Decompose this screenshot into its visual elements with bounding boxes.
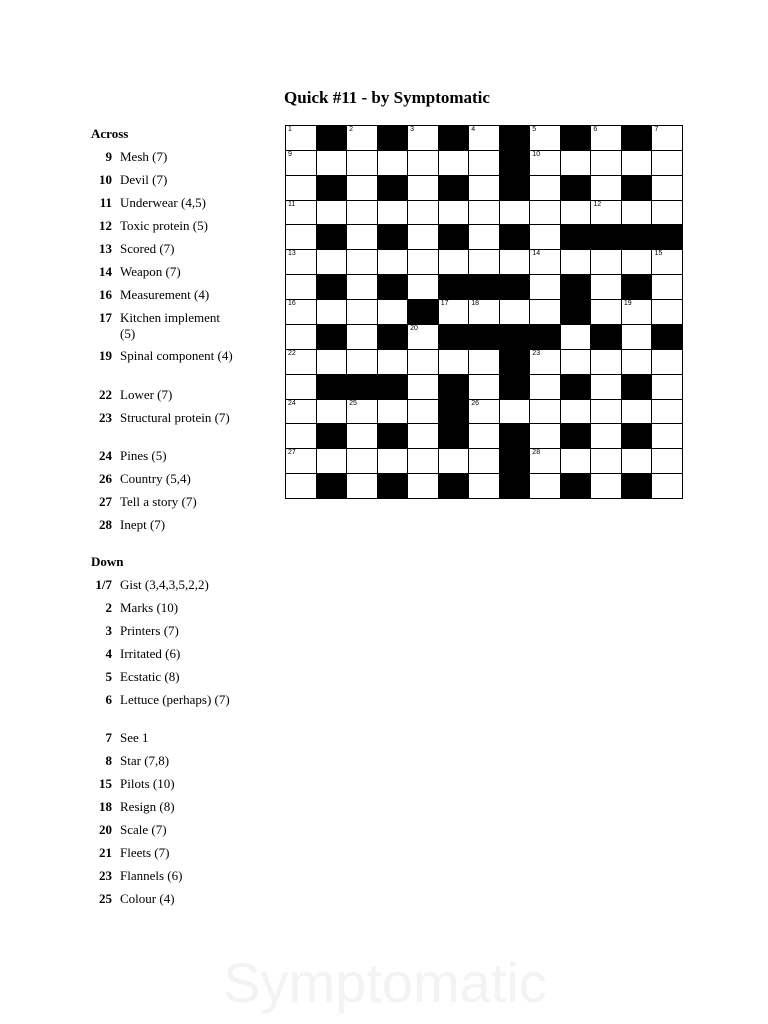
grid-cell[interactable]	[529, 448, 561, 474]
grid-cell[interactable]	[590, 274, 622, 300]
grid-cell[interactable]	[529, 299, 561, 325]
grid-block	[590, 324, 622, 350]
grid-cell[interactable]	[407, 224, 439, 250]
cell-number: 16	[288, 300, 296, 308]
clue-number: 19	[99, 348, 112, 363]
grid-cell[interactable]	[407, 423, 439, 449]
clue-number: 9	[105, 149, 112, 164]
grid-cell[interactable]	[285, 125, 317, 151]
across-heading: Across	[91, 126, 129, 141]
grid-cell[interactable]	[651, 249, 683, 275]
grid-cell[interactable]	[438, 200, 470, 226]
grid-cell[interactable]	[438, 299, 470, 325]
grid-cell[interactable]	[529, 175, 561, 201]
grid-block	[621, 175, 653, 201]
grid-cell[interactable]	[407, 200, 439, 226]
grid-block	[377, 175, 409, 201]
grid-cell[interactable]	[499, 249, 531, 275]
clue-text: Structural protein (7)	[120, 410, 230, 425]
clue-number: 4	[105, 646, 112, 661]
clue-number: 16	[99, 287, 112, 302]
grid-cell[interactable]	[590, 374, 622, 400]
cell-number: 14	[532, 250, 541, 258]
grid-cell[interactable]	[651, 150, 683, 176]
grid-cell[interactable]	[590, 249, 622, 275]
grid-block	[499, 150, 531, 176]
grid-cell[interactable]	[377, 150, 409, 176]
cell-number: 11	[288, 200, 296, 208]
grid-cell[interactable]	[651, 473, 683, 499]
clue-number: 24	[99, 448, 112, 463]
clue-number: 11	[99, 195, 112, 210]
grid-cell[interactable]	[529, 125, 561, 151]
grid-block	[651, 224, 683, 250]
cell-number: 28	[532, 449, 541, 457]
grid-cell[interactable]	[590, 125, 622, 151]
grid-cell[interactable]	[621, 448, 653, 474]
clue-number: 23	[99, 410, 112, 425]
clue-text: Colour (4)	[120, 891, 175, 906]
cell-number: 6	[593, 126, 598, 133]
clue-number: 25	[99, 891, 112, 906]
clue-text: Devil (7)	[120, 172, 168, 187]
grid-cell[interactable]	[560, 200, 592, 226]
grid-block	[438, 423, 470, 449]
cell-number: 10	[532, 150, 541, 158]
grid-cell[interactable]	[499, 200, 531, 226]
grid-cell[interactable]	[346, 448, 378, 474]
clue-number: 12	[99, 218, 112, 233]
grid-cell[interactable]	[316, 349, 348, 375]
clue-text: Spinal component (4)	[120, 348, 233, 363]
grid-cell[interactable]	[590, 448, 622, 474]
grid-cell[interactable]	[285, 349, 317, 375]
grid-cell[interactable]	[438, 349, 470, 375]
grid-cell[interactable]	[285, 423, 317, 449]
cell-number: 5	[532, 126, 537, 133]
grid-block	[377, 324, 409, 350]
clue-number: 13	[99, 241, 112, 256]
grid-cell[interactable]	[285, 175, 317, 201]
clue-number: 27	[99, 494, 112, 509]
grid-cell[interactable]	[407, 125, 439, 151]
grid-cell[interactable]	[651, 448, 683, 474]
grid-cell[interactable]	[468, 399, 500, 425]
grid-cell[interactable]	[560, 399, 592, 425]
clue-number: 23	[99, 868, 112, 883]
grid-cell[interactable]	[316, 249, 348, 275]
grid-cell[interactable]	[590, 175, 622, 201]
grid-cell[interactable]	[529, 224, 561, 250]
grid-block	[438, 399, 470, 425]
clue-text: Inept (7)	[120, 517, 166, 532]
grid-cell[interactable]	[346, 299, 378, 325]
grid-block	[529, 324, 561, 350]
grid-block	[438, 473, 470, 499]
clue-text: Ecstatic (8)	[120, 669, 180, 684]
grid-cell[interactable]	[621, 349, 653, 375]
clue-number: 26	[99, 471, 112, 486]
grid-cell[interactable]	[529, 374, 561, 400]
grid-cell[interactable]	[468, 150, 500, 176]
grid-cell[interactable]	[285, 399, 317, 425]
grid-cell[interactable]	[651, 423, 683, 449]
clue-text: Fleets (7)	[120, 845, 170, 860]
grid-block	[499, 274, 531, 300]
grid-block	[499, 423, 531, 449]
grid-cell[interactable]	[285, 374, 317, 400]
grid-cell[interactable]	[468, 423, 500, 449]
grid-cell[interactable]	[529, 150, 561, 176]
grid-block	[438, 324, 470, 350]
grid-cell[interactable]	[621, 150, 653, 176]
grid-cell[interactable]	[346, 224, 378, 250]
cell-number: 20	[410, 324, 418, 332]
grid-block	[438, 175, 470, 201]
grid-cell[interactable]	[346, 125, 378, 151]
grid-cell[interactable]	[529, 399, 561, 425]
clue-text: Lower (7)	[120, 387, 173, 402]
grid-cell[interactable]	[560, 448, 592, 474]
clue-text: Lettuce (perhaps) (7)	[120, 692, 230, 707]
grid-cell[interactable]	[560, 150, 592, 176]
grid-block	[560, 423, 592, 449]
grid-cell[interactable]	[590, 473, 622, 499]
grid-block	[316, 274, 348, 300]
cell-number: 27	[288, 449, 296, 457]
grid-cell[interactable]	[285, 299, 317, 325]
grid-block	[560, 473, 592, 499]
cell-number: 23	[532, 349, 541, 357]
grid-cell[interactable]	[377, 349, 409, 375]
grid-block	[499, 473, 531, 499]
grid-block	[407, 299, 439, 325]
cell-number: 26	[471, 399, 480, 407]
grid-cell[interactable]	[346, 175, 378, 201]
grid-cell[interactable]	[377, 448, 409, 474]
cell-number: 1	[288, 126, 292, 133]
clue-text: See 1	[120, 730, 149, 745]
grid-block	[316, 175, 348, 201]
cell-number: 25	[349, 399, 357, 407]
grid-cell[interactable]	[468, 224, 500, 250]
grid-cell[interactable]	[590, 200, 622, 226]
grid-block	[621, 473, 653, 499]
grid-cell[interactable]	[560, 249, 592, 275]
grid-block	[621, 224, 653, 250]
grid-block	[377, 423, 409, 449]
grid-block	[651, 324, 683, 350]
grid-cell[interactable]	[468, 125, 500, 151]
grid-cell[interactable]	[407, 448, 439, 474]
grid-cell[interactable]	[529, 349, 561, 375]
grid-block	[468, 324, 500, 350]
clue-number: 2	[105, 600, 112, 615]
grid-block	[316, 224, 348, 250]
grid-block	[621, 125, 653, 151]
grid-block	[560, 175, 592, 201]
grid-block	[590, 224, 622, 250]
grid-block	[316, 324, 348, 350]
grid-cell[interactable]	[590, 349, 622, 375]
clue-number: 8	[105, 753, 112, 768]
grid-cell[interactable]	[346, 423, 378, 449]
grid-cell[interactable]	[468, 175, 500, 201]
grid-block	[499, 374, 531, 400]
grid-block	[377, 473, 409, 499]
grid-cell[interactable]	[529, 473, 561, 499]
grid-block	[560, 374, 592, 400]
grid-block	[346, 374, 378, 400]
grid-cell[interactable]	[621, 299, 653, 325]
puzzle-title: Quick #11 - by Symptomatic	[284, 88, 490, 107]
cell-number: 18	[471, 300, 480, 308]
cell-number: 15	[654, 250, 663, 258]
watermark: Symptomatic	[223, 951, 547, 1014]
clue-number: 5	[105, 669, 112, 684]
grid-cell[interactable]	[590, 299, 622, 325]
grid-cell[interactable]	[468, 374, 500, 400]
grid-cell[interactable]	[560, 349, 592, 375]
grid-block	[438, 274, 470, 300]
grid-cell[interactable]	[407, 374, 439, 400]
grid-cell[interactable]	[407, 473, 439, 499]
clue-text: Country (5,4)	[120, 471, 191, 486]
clue-number: 15	[99, 776, 112, 791]
grid-cell[interactable]	[468, 448, 500, 474]
grid-cell[interactable]	[285, 473, 317, 499]
clue-text: Toxic protein (5)	[120, 218, 208, 233]
clue-text: Gist (3,4,3,5,2,2)	[120, 577, 209, 592]
clue-text: Scored (7)	[120, 241, 175, 256]
grid-cell[interactable]	[621, 399, 653, 425]
grid-block	[560, 224, 592, 250]
grid-cell[interactable]	[621, 249, 653, 275]
clue-number: 22	[99, 387, 112, 402]
grid-cell[interactable]	[651, 200, 683, 226]
clue-text: Underwear (4,5)	[120, 195, 206, 210]
grid-block	[621, 274, 653, 300]
clue-text: Pilots (10)	[120, 776, 175, 791]
cell-number: 7	[654, 126, 659, 133]
grid-cell[interactable]	[529, 423, 561, 449]
grid-cell[interactable]	[529, 200, 561, 226]
grid-cell[interactable]	[590, 150, 622, 176]
grid-cell[interactable]	[651, 125, 683, 151]
grid-cell[interactable]	[468, 473, 500, 499]
grid-block	[316, 374, 348, 400]
cell-number: 9	[288, 150, 292, 158]
grid-block	[377, 374, 409, 400]
grid-cell[interactable]	[529, 249, 561, 275]
clue-number: 28	[99, 517, 112, 532]
grid-cell[interactable]	[651, 399, 683, 425]
clue-text: Tell a story (7)	[120, 494, 197, 509]
grid-block	[438, 224, 470, 250]
cell-number: 12	[593, 200, 602, 208]
grid-block	[499, 125, 531, 151]
clue-number: 14	[99, 264, 112, 279]
grid-cell[interactable]	[651, 274, 683, 300]
crossword-grid	[285, 125, 682, 498]
clue-text: Kitchen implement (5)	[120, 310, 221, 341]
clue-number: 6	[105, 692, 112, 707]
cell-number: 4	[471, 126, 476, 133]
grid-cell[interactable]	[651, 374, 683, 400]
grid-block	[377, 224, 409, 250]
grid-block	[377, 274, 409, 300]
grid-block	[377, 125, 409, 151]
grid-block	[499, 448, 531, 474]
grid-block	[468, 274, 500, 300]
clue-number: 20	[99, 822, 112, 837]
cell-number: 13	[288, 250, 296, 258]
grid-block	[499, 324, 531, 350]
grid-block	[438, 374, 470, 400]
cell-number: 22	[288, 349, 296, 357]
grid-block	[499, 349, 531, 375]
clue-text: Resign (8)	[120, 799, 175, 814]
grid-cell[interactable]	[651, 299, 683, 325]
grid-cell[interactable]	[407, 324, 439, 350]
clue-number: 17	[99, 310, 112, 325]
grid-cell[interactable]	[590, 399, 622, 425]
grid-cell[interactable]	[499, 399, 531, 425]
grid-cell[interactable]	[651, 175, 683, 201]
grid-cell[interactable]	[377, 249, 409, 275]
grid-cell[interactable]	[621, 200, 653, 226]
grid-cell[interactable]	[529, 274, 561, 300]
grid-cell[interactable]	[651, 349, 683, 375]
cell-number: 24	[288, 399, 296, 407]
grid-cell[interactable]	[316, 200, 348, 226]
clue-number: 7	[105, 730, 112, 745]
grid-cell[interactable]	[438, 448, 470, 474]
clue-number: 18	[99, 799, 112, 814]
clue-text: Weapon (7)	[120, 264, 181, 279]
grid-block	[499, 224, 531, 250]
grid-cell[interactable]	[346, 349, 378, 375]
clue-number: 21	[99, 845, 112, 860]
grid-cell[interactable]	[285, 324, 317, 350]
grid-cell[interactable]	[285, 249, 317, 275]
grid-cell[interactable]	[285, 224, 317, 250]
grid-cell[interactable]	[438, 150, 470, 176]
grid-block	[499, 175, 531, 201]
grid-block	[316, 423, 348, 449]
down-heading: Down	[91, 554, 124, 569]
cell-number: 17	[440, 300, 449, 308]
grid-cell[interactable]	[590, 423, 622, 449]
grid-cell[interactable]	[285, 448, 317, 474]
grid-cell[interactable]	[285, 274, 317, 300]
clue-text: Scale (7)	[120, 822, 167, 837]
grid-cell[interactable]	[316, 399, 348, 425]
grid-cell[interactable]	[407, 249, 439, 275]
grid-block	[316, 125, 348, 151]
grid-cell[interactable]	[407, 175, 439, 201]
grid-cell[interactable]	[377, 200, 409, 226]
cell-number: 3	[410, 126, 415, 133]
clue-text: Star (7,8)	[120, 753, 170, 768]
grid-cell[interactable]	[468, 200, 500, 226]
clue-number: 3	[105, 623, 112, 638]
grid-cell[interactable]	[316, 299, 348, 325]
cell-number: 19	[623, 300, 632, 308]
grid-cell[interactable]	[377, 399, 409, 425]
grid-cell[interactable]	[346, 150, 378, 176]
grid-cell[interactable]	[468, 249, 500, 275]
clue-text: Measurement (4)	[120, 287, 210, 302]
grid-block	[438, 125, 470, 151]
grid-cell[interactable]	[316, 150, 348, 176]
grid-cell[interactable]	[346, 473, 378, 499]
grid-cell[interactable]	[468, 299, 500, 325]
clue-text: Irritated (6)	[120, 646, 181, 661]
grid-block	[560, 125, 592, 151]
clue-text: Marks (10)	[120, 600, 179, 615]
grid-cell[interactable]	[316, 448, 348, 474]
clue-number: 1/7	[95, 577, 112, 592]
cell-number: 2	[349, 126, 353, 133]
clue-text: Printers (7)	[120, 623, 179, 638]
grid-cell[interactable]	[346, 399, 378, 425]
grid-block	[621, 374, 653, 400]
grid-cell[interactable]	[560, 324, 592, 350]
grid-cell[interactable]	[346, 324, 378, 350]
grid-cell[interactable]	[285, 150, 317, 176]
clue-text: Flannels (6)	[120, 868, 183, 883]
grid-cell[interactable]	[346, 249, 378, 275]
grid-cell[interactable]	[407, 274, 439, 300]
grid-cell[interactable]	[407, 399, 439, 425]
clue-text: Mesh (7)	[120, 149, 168, 164]
clue-number: 10	[99, 172, 112, 187]
grid-cell[interactable]	[346, 200, 378, 226]
grid-block	[316, 473, 348, 499]
grid-block	[560, 274, 592, 300]
grid-cell[interactable]	[407, 349, 439, 375]
grid-cell[interactable]	[285, 200, 317, 226]
grid-block	[560, 299, 592, 325]
grid-block	[621, 423, 653, 449]
grid-cell[interactable]	[468, 349, 500, 375]
grid-cell[interactable]	[499, 299, 531, 325]
grid-cell[interactable]	[438, 249, 470, 275]
grid-cell[interactable]	[377, 299, 409, 325]
grid-cell[interactable]	[407, 150, 439, 176]
grid-cell[interactable]	[346, 274, 378, 300]
grid-cell[interactable]	[621, 324, 653, 350]
clue-text: Pines (5)	[120, 448, 167, 463]
